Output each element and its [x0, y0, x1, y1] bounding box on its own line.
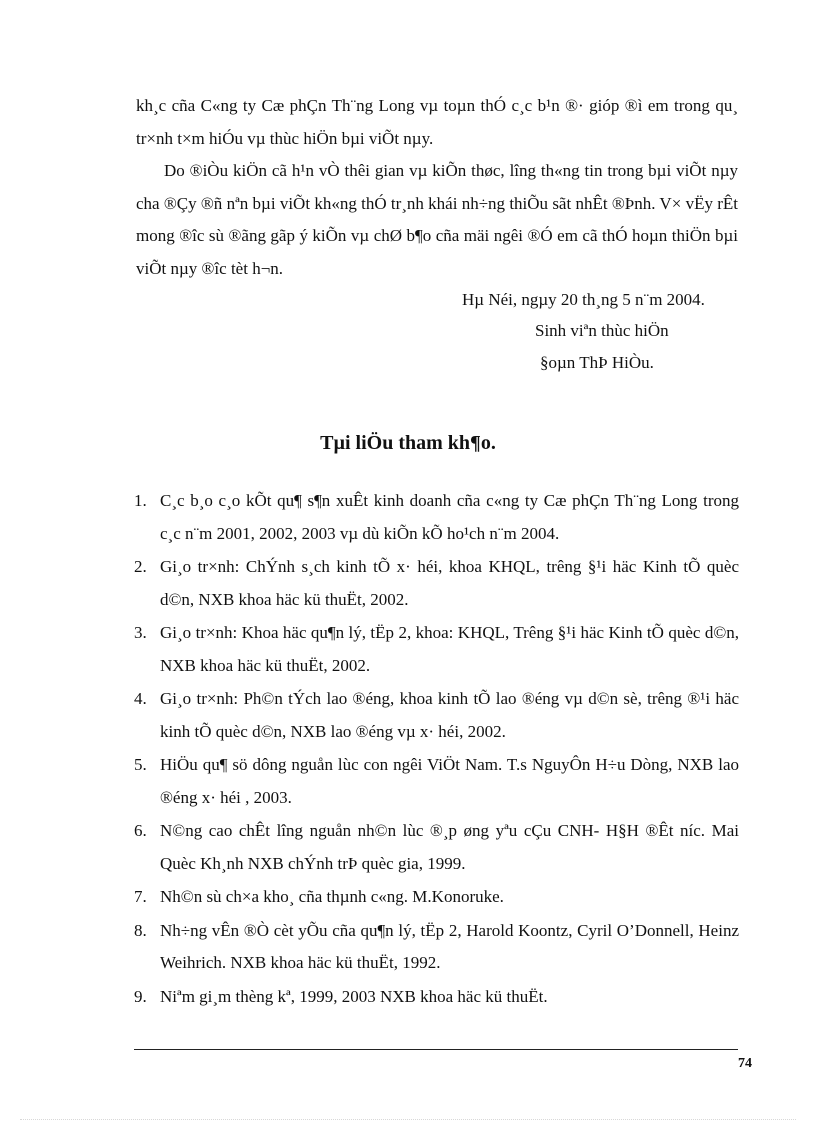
reference-number: 7.	[134, 887, 147, 906]
reference-number: 3.	[134, 623, 147, 642]
reference-item	[134, 683, 739, 748]
reference-item	[134, 485, 739, 550]
reference-text: N©ng cao chÊt lîng nguån nh©n lùc ®¸p øng yªu cÇu CNH- H§H ®Êt níc. Mai Quèc Kh¸nh NXB chÝnh trÞ quèc gia, 1999.	[160, 821, 739, 873]
reference-number: 8.	[134, 920, 147, 940]
footer-rule	[134, 1049, 738, 1050]
references-title: Tµi liÖu tham kh¶o.	[320, 432, 496, 454]
reference-text: Nh©n sù ch×a kho¸ cña thµnh c«ng. M.Konoruke.	[160, 887, 504, 906]
reference-number: 1.	[134, 491, 147, 510]
page-number: 74	[738, 1056, 752, 1071]
reference-item	[134, 981, 739, 1014]
reference-item	[134, 749, 739, 814]
signature-place-date: Hµ Néi, ngµy 20 th¸ng 5 n¨m 2004.	[462, 290, 705, 309]
reference-text: HiÖu qu¶ sö dông nguån lùc con ngêi ViÖt Nam. T.s NguyÔn H÷u Dòng, NXB lao ®éng x· héi , 2003.	[160, 755, 739, 807]
references-list	[134, 485, 739, 1014]
reference-text: Nh÷ng vÊn ®Ò cèt yÕu cña qu¶n lý, tËp 2, Harold Koontz, Cyril O’Donnell, Heinz Weihrich. NXB khoa häc kü thuËt, 1992.	[160, 920, 739, 972]
reference-number: 9.	[134, 986, 147, 1006]
body-paragraph: Do ®iÒu kiÖn cã h¹n vÒ thêi gian vµ kiÕn thøc, lîng th«ng tin trong bµi viÕt nµy cha ®Çy ®ñ nªn bµi viÕt kh«ng thÓ tr¸nh khái nh÷ng thiÕu sãt nhÊt ®Þnh. V× vËy rÊt mong ®îc sù ®ãng gãp ý kiÕn vµ chØ b¶o cña mäi ngêi ®Ó em cã thÓ hoµn thiÖn bµi viÕt nµy ®îc tèt h¬n.	[136, 161, 738, 278]
page-bottom-edge	[20, 1119, 796, 1120]
body-paragraph: kh¸c cña C«ng ty Cæ phÇn Th¨ng Long vµ toµn thÓ c¸c b¹n ®· gióp ®ì em trong qu¸ tr×nh t×m hiÓu vµ thùc hiÖn bµi viÕt nµy.	[136, 96, 738, 148]
reference-item	[134, 551, 739, 616]
reference-item	[134, 815, 739, 880]
signature-name: §oµn ThÞ HiÒu.	[540, 353, 654, 372]
reference-text: Gi¸o tr×nh: Khoa häc qu¶n lý, tËp 2, khoa: KHQL, Trêng §¹i häc Kinh tÕ quèc d©n, NXB khoa häc kü thuËt, 2002.	[160, 623, 739, 675]
signature-role: Sinh viªn thùc hiÖn	[535, 321, 669, 340]
reference-text: Gi¸o tr×nh: ChÝnh s¸ch kinh tÕ x· héi, khoa KHQL, trêng §¹i häc Kinh tÕ quèc d©n, NXB khoa häc kü thuËt, 2002.	[160, 557, 739, 609]
reference-item	[134, 881, 739, 914]
reference-text: Gi¸o tr×nh: Ph©n tÝch lao ®éng, khoa kinh tÕ lao ®éng vµ d©n sè, trêng ®¹i häc kinh tÕ quèc d©n, NXB lao ®éng vµ x· héi, 2002.	[160, 689, 739, 741]
reference-text: C¸c b¸o c¸o kÕt qu¶ s¶n xuÊt kinh doanh cña c«ng ty Cæ phÇn Th¨ng Long trong c¸c n¨m 2001, 2002, 2003 vµ dù kiÕn kÕ ho¹ch n¨m 2004.	[160, 491, 739, 543]
reference-text: Niªm gi¸m thèng kª, 1999, 2003 NXB khoa häc kü thuËt.	[160, 986, 548, 1006]
reference-item	[134, 915, 739, 980]
reference-item	[134, 617, 739, 682]
reference-number: 2.	[134, 557, 147, 576]
reference-number: 4.	[134, 689, 147, 708]
reference-number: 5.	[134, 755, 147, 774]
reference-number: 6.	[134, 821, 147, 840]
